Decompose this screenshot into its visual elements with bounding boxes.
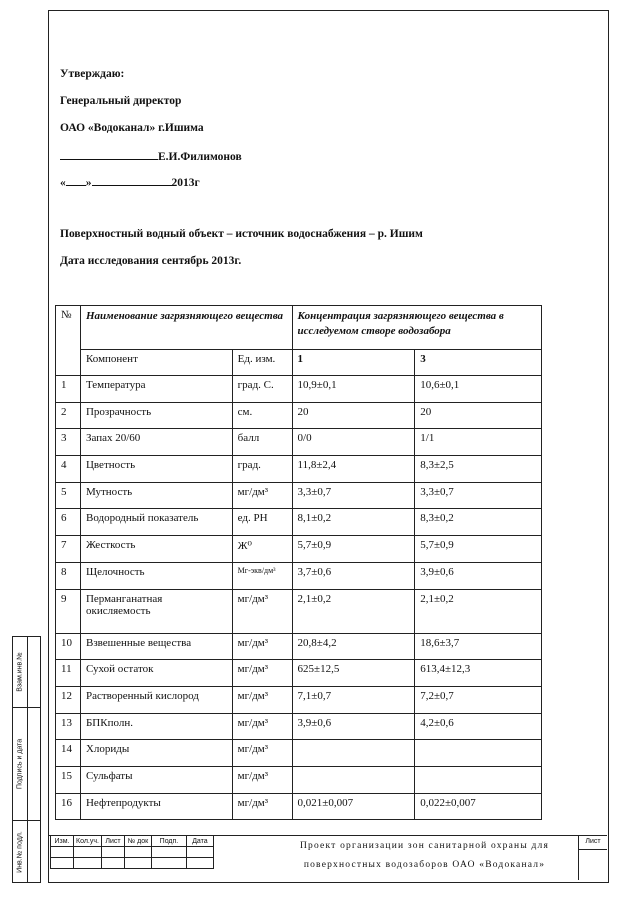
table-row xyxy=(56,456,542,483)
row-component: Сульфаты xyxy=(80,766,232,793)
row-number: 4 xyxy=(56,456,81,483)
row-unit: мг/дм³ xyxy=(232,589,292,633)
row-value-site-1: 8,1±0,2 xyxy=(292,509,415,536)
row-number: 11 xyxy=(56,660,81,687)
row-component: Водородный показатель xyxy=(80,509,232,536)
side-stamp-inv-original xyxy=(12,820,28,883)
row-number: 13 xyxy=(56,713,81,740)
side-label-replace-inv: Взам.инв.№ xyxy=(16,652,24,692)
stamp-cell-ndok: № док xyxy=(124,836,151,847)
pollutant-table xyxy=(55,305,542,820)
row-value-site-1: 0,021±0,007 xyxy=(292,793,415,820)
header-site-3: 3 xyxy=(415,350,542,376)
stamp-title-line-1: Проект организации зон санитарной охраны для xyxy=(299,841,550,851)
table-row xyxy=(56,429,542,456)
signer-name: Е.И.Филимонов xyxy=(158,151,242,163)
table-row xyxy=(56,686,542,713)
header-name: Наименование загрязняющего вещества xyxy=(80,306,292,350)
row-unit: мг/дм³ xyxy=(232,766,292,793)
stamp-project-title xyxy=(272,835,577,881)
water-object-line: Поверхностный водный объект – источник водоснабжения – р. Ишим xyxy=(60,228,423,240)
approval-organization: ОАО «Водоканал» г.Ишима xyxy=(60,122,204,134)
row-unit: град. С. xyxy=(232,376,292,403)
header-number: № xyxy=(56,306,81,376)
row-number: 6 xyxy=(56,509,81,536)
stamp-title-line-2: поверхностных водозаборов ОАО «Водоканал» xyxy=(303,860,546,870)
date-quote-open: « xyxy=(60,177,66,189)
table-row xyxy=(56,562,542,589)
row-number: 5 xyxy=(56,482,81,509)
row-value-site-3: 20 xyxy=(415,402,542,429)
table-row xyxy=(56,766,542,793)
stamp-sheet-box xyxy=(578,835,607,880)
table-row xyxy=(56,482,542,509)
row-unit: мг/дм³ xyxy=(232,633,292,660)
row-value-site-1: 20,8±4,2 xyxy=(292,633,415,660)
side-stamp-replace-inv xyxy=(12,636,28,708)
row-value-site-3: 4,2±0,6 xyxy=(415,713,542,740)
row-unit: мг/дм³ xyxy=(232,740,292,767)
row-value-site-3: 1/1 xyxy=(415,429,542,456)
row-unit: град. xyxy=(232,456,292,483)
row-value-site-1 xyxy=(292,766,415,793)
row-number: 7 xyxy=(56,536,81,563)
row-number: 3 xyxy=(56,429,81,456)
row-value-site-3 xyxy=(415,740,542,767)
stamp-cell-data: Дата xyxy=(186,836,213,847)
stamp-cell-izm: Изм. xyxy=(51,836,74,847)
row-component: Сухой остаток xyxy=(80,660,232,687)
approval-signature-line xyxy=(60,149,242,163)
research-date: Дата исследования сентябрь 2013г. xyxy=(60,255,242,267)
row-value-site-3: 3,3±0,7 xyxy=(415,482,542,509)
stamp-cell-kolyuch: Кол.уч. xyxy=(74,836,102,847)
table-row xyxy=(56,740,542,767)
row-value-site-3: 18,6±3,7 xyxy=(415,633,542,660)
row-number: 1 xyxy=(56,376,81,403)
row-number: 2 xyxy=(56,402,81,429)
row-value-site-1: 2,1±0,2 xyxy=(292,589,415,633)
approval-year: 2013г xyxy=(171,177,200,189)
row-unit: мг/дм³ xyxy=(232,482,292,509)
row-value-site-3: 0,022±0,007 xyxy=(415,793,542,820)
side-field-2 xyxy=(27,707,41,821)
row-component: Прозрачность xyxy=(80,402,232,429)
table-row xyxy=(56,509,542,536)
date-quote-close: » xyxy=(85,177,92,189)
row-value-site-1: 3,7±0,6 xyxy=(292,562,415,589)
row-value-site-3: 3,9±0,6 xyxy=(415,562,542,589)
side-field-1 xyxy=(27,636,41,708)
row-number: 8 xyxy=(56,562,81,589)
table-row xyxy=(56,713,542,740)
stamp-sheet-label: Лист xyxy=(579,835,607,850)
row-value-site-1 xyxy=(292,740,415,767)
approval-position: Генеральный директор xyxy=(60,95,182,107)
row-number: 14 xyxy=(56,740,81,767)
row-number: 16 xyxy=(56,793,81,820)
row-value-site-3: 2,1±0,2 xyxy=(415,589,542,633)
row-value-site-1: 3,9±0,6 xyxy=(292,713,415,740)
row-component: Мутность xyxy=(80,482,232,509)
row-unit: балл xyxy=(232,429,292,456)
row-value-site-1: 7,1±0,7 xyxy=(292,686,415,713)
row-value-site-1: 20 xyxy=(292,402,415,429)
row-value-site-3: 8,3±2,5 xyxy=(415,456,542,483)
table-row xyxy=(56,589,542,633)
row-unit: Ж⁰ xyxy=(232,536,292,563)
table-row xyxy=(56,376,542,403)
row-number: 15 xyxy=(56,766,81,793)
row-unit: мг/дм³ xyxy=(232,686,292,713)
row-value-site-1: 10,9±0,1 xyxy=(292,376,415,403)
header-site-1: 1 xyxy=(292,350,415,376)
row-component: Нефтепродукты xyxy=(80,793,232,820)
side-label-signature: Подпись и дата xyxy=(16,738,24,790)
table-row xyxy=(56,536,542,563)
row-value-site-3: 10,6±0,1 xyxy=(415,376,542,403)
row-number: 10 xyxy=(56,633,81,660)
row-value-site-1: 625±12,5 xyxy=(292,660,415,687)
row-number: 12 xyxy=(56,686,81,713)
approval-label: Утверждаю: xyxy=(60,68,125,80)
row-component: Цветность xyxy=(80,456,232,483)
row-component: Щелочность xyxy=(80,562,232,589)
stamp-revision-table xyxy=(50,835,214,869)
row-value-site-1: 5,7±0,9 xyxy=(292,536,415,563)
row-value-site-1: 3,3±0,7 xyxy=(292,482,415,509)
table-row xyxy=(56,793,542,820)
row-component: Растворенный кислород xyxy=(80,686,232,713)
side-field-3 xyxy=(27,820,41,883)
row-component: Жесткость xyxy=(80,536,232,563)
row-unit: Мг-экв/дм³ xyxy=(232,562,292,589)
row-value-site-3: 5,7±0,9 xyxy=(415,536,542,563)
table-row xyxy=(56,633,542,660)
row-value-site-3: 7,2±0,7 xyxy=(415,686,542,713)
row-value-site-3 xyxy=(415,766,542,793)
row-value-site-1: 0/0 xyxy=(292,429,415,456)
table-row xyxy=(56,402,542,429)
row-value-site-3: 8,3±0,2 xyxy=(415,509,542,536)
row-component: Взвешенные вещества xyxy=(80,633,232,660)
side-stamp-signature xyxy=(12,707,28,821)
row-component: Хлориды xyxy=(80,740,232,767)
header-unit: Ед. изм. xyxy=(232,350,292,376)
stamp-cell-podp: Подп. xyxy=(151,836,186,847)
row-unit: ед. РН xyxy=(232,509,292,536)
header-component: Компонент xyxy=(80,350,232,376)
header-concentration: Концентрация загрязняющего вещества в исследуемом створе водозабора xyxy=(292,306,541,350)
row-unit: мг/дм³ xyxy=(232,713,292,740)
row-number: 9 xyxy=(56,589,81,633)
row-component: Запах 20/60 xyxy=(80,429,232,456)
row-component: Перманганатная окисляемость xyxy=(80,589,232,633)
row-component: Температура xyxy=(80,376,232,403)
row-unit: мг/дм³ xyxy=(232,660,292,687)
approval-date-line xyxy=(60,175,200,189)
side-label-inv-original: Инв.№ подл. xyxy=(16,830,24,873)
row-unit: см. xyxy=(232,402,292,429)
table-row xyxy=(56,660,542,687)
row-value-site-1: 11,8±2,4 xyxy=(292,456,415,483)
stamp-cell-list: Лист xyxy=(101,836,124,847)
row-value-site-3: 613,4±12,3 xyxy=(415,660,542,687)
row-component: БПКполн. xyxy=(80,713,232,740)
row-unit: мг/дм³ xyxy=(232,793,292,820)
